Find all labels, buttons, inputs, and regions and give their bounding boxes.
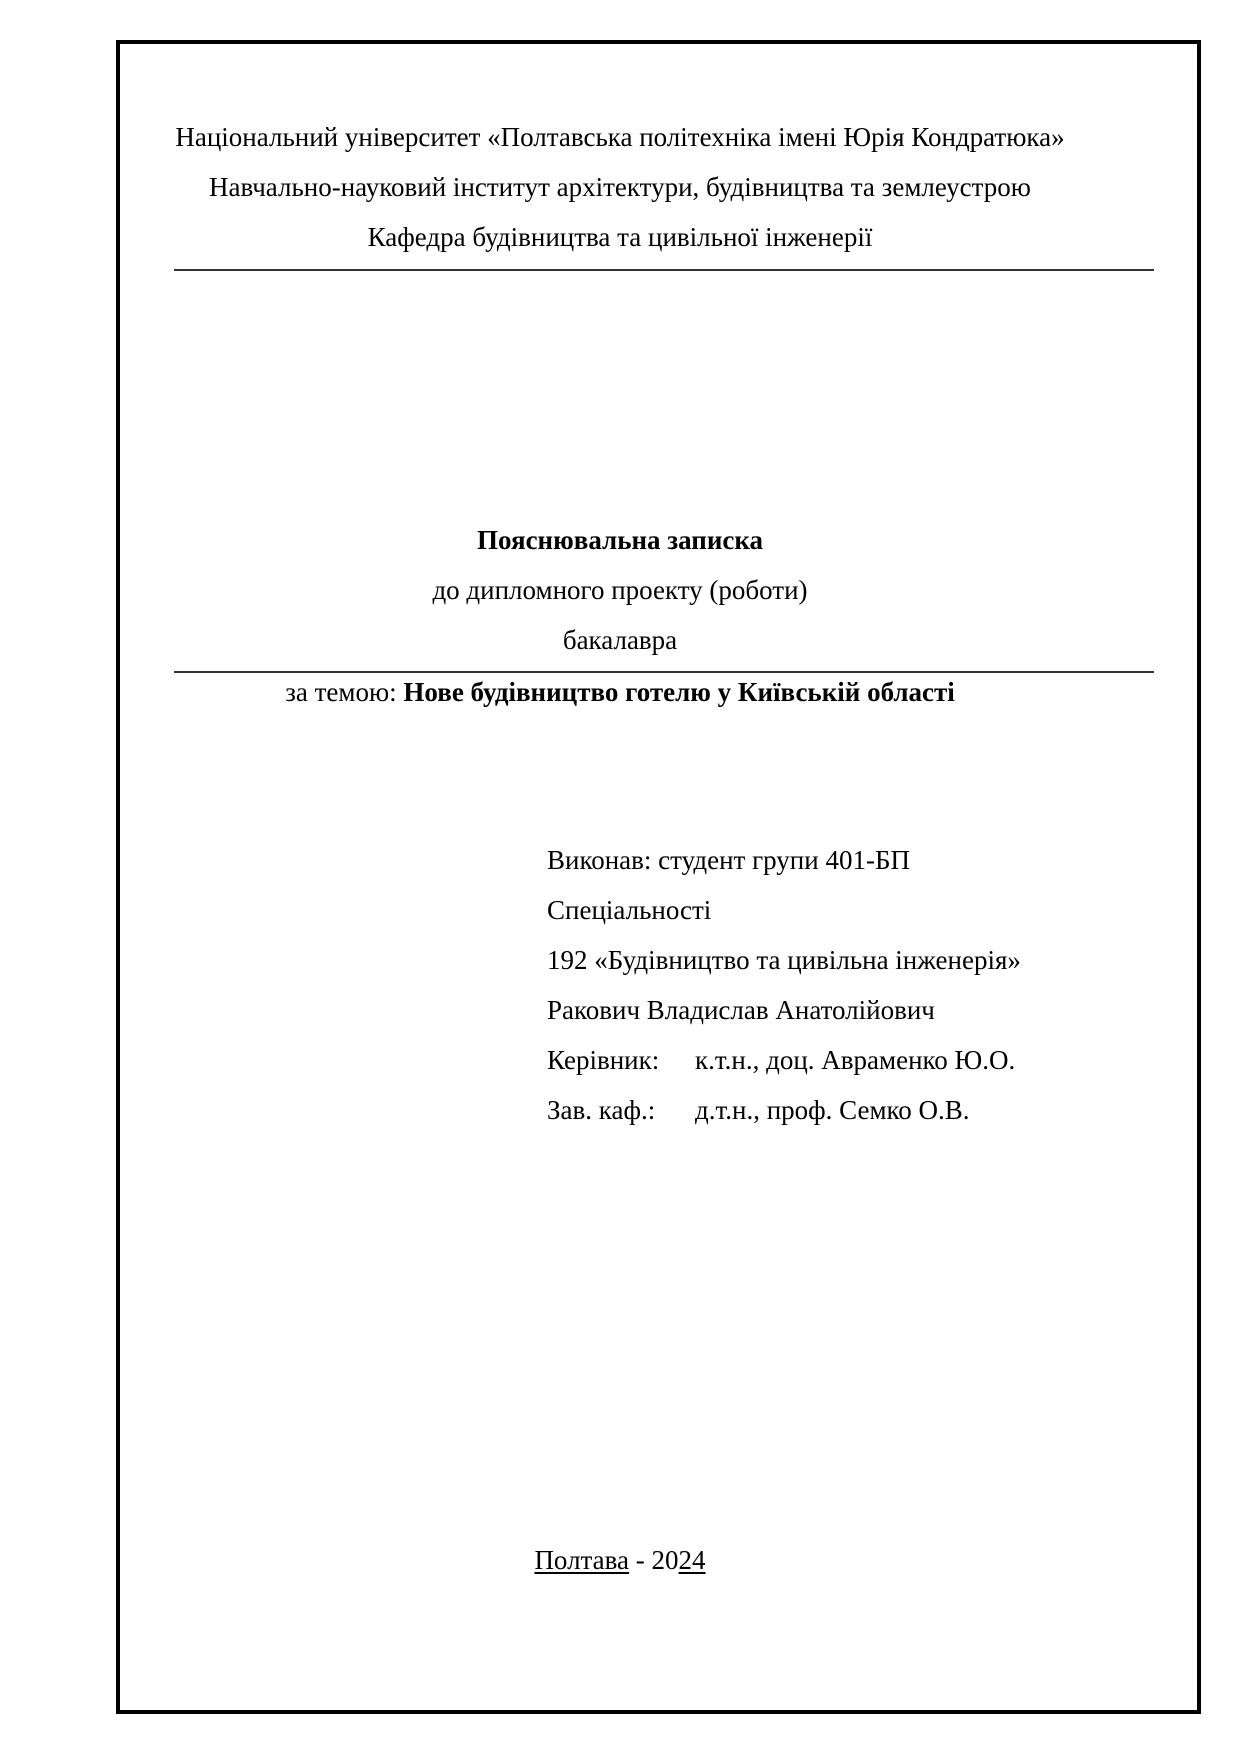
institute-name: Навчально-науковий інститут архітектури, будівництва та землеустрою [209, 172, 1031, 202]
footer-separator: - [629, 1545, 652, 1575]
header-divider [174, 269, 1154, 271]
performed-by: Виконав: студент групи 401-БП [547, 845, 910, 875]
topic-divider [174, 671, 1154, 673]
head-of-department-name: д.т.н., проф. Семко О.В. [695, 1095, 970, 1125]
specialty-label: Спеціальності [547, 895, 712, 925]
university-name: Національний університет «Полтавська політехніка імені Юрія Кондратюка» [175, 122, 1065, 152]
document-subtitle: до дипломного проекту (роботи) [432, 575, 808, 605]
supervisor-name: к.т.н., доц. Авраменко Ю.О. [695, 1045, 1016, 1075]
topic-line [0, 676, 1240, 708]
footer-city-year [0, 1544, 1240, 1576]
page-border-frame [116, 40, 1201, 1714]
footer-year-suffix: 24 [678, 1545, 706, 1575]
head-of-department-label: Зав. каф.: [547, 1095, 656, 1125]
department-name: Кафедра будівництва та цивільної інженерії [367, 222, 873, 252]
specialty-value: 192 «Будівництво та цивільна інженерія» [547, 945, 1021, 975]
head-of-department-row [547, 1094, 970, 1126]
student-name: Ракович Владислав Анатолійович [547, 995, 935, 1025]
supervisor-label: Керівник: [547, 1045, 660, 1075]
footer-city: Полтава [534, 1545, 630, 1575]
document-title: Пояснювальна записка [476, 525, 764, 555]
supervisor-row [547, 1044, 1015, 1076]
topic-prefix: за темою: [285, 677, 397, 707]
degree-label: бакалавра [562, 625, 678, 655]
topic-title: Нове будівництво готелю у Київській області [403, 677, 955, 707]
footer-year-prefix: 20 [651, 1545, 679, 1575]
